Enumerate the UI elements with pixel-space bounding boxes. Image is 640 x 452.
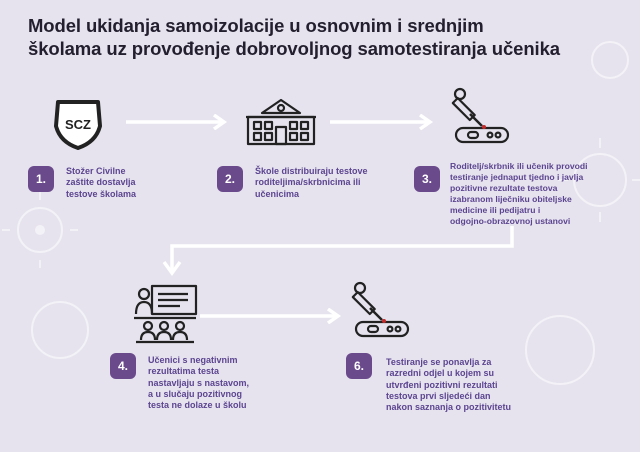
step-6-line: utvrđeni pozitivni rezultati xyxy=(386,379,498,390)
arrow-3-to-4 xyxy=(150,226,520,278)
step-number-1: 1. xyxy=(28,166,54,192)
step-number-4: 4. xyxy=(110,353,136,379)
arrow-1-to-2 xyxy=(126,114,232,130)
step-4-line: testa ne dolaze u školu xyxy=(148,400,247,411)
page-title xyxy=(28,14,618,60)
step-number-6: 6. xyxy=(346,353,372,379)
step-3-line: odgojno-obrazovnoj ustanovi xyxy=(450,216,571,226)
step-6-line: nakon saznanja o pozitivitetu xyxy=(386,402,512,413)
step-4-line: Učenici s negativnim xyxy=(148,355,238,365)
step-3-line: izabranom liječniku obiteljske xyxy=(450,194,572,204)
dropper-test-icon xyxy=(446,86,512,146)
step-6-line: razredni odjel u kojem su xyxy=(386,368,495,379)
step-2-line: Škole distribuiraju testove xyxy=(255,166,368,176)
step-number-3: 3. xyxy=(414,166,440,192)
step-number-2: 2. xyxy=(217,166,243,192)
arrow-4-to-6 xyxy=(200,308,346,324)
step-text-6 xyxy=(386,357,511,413)
title-line-2: školama uz provođenje dobrovoljnog samotestiranja učenika xyxy=(28,38,560,59)
step-1-line: Stožer Civilne xyxy=(66,166,126,176)
step-6-line: testova prvi sljedeći dan xyxy=(386,390,491,401)
school-building-icon xyxy=(244,97,318,147)
step-text-1 xyxy=(66,166,136,200)
step-6-line: Testiranje se ponavlja za xyxy=(386,357,492,367)
step-1-line: zaštite dostavlja xyxy=(66,177,136,188)
step-1-line: testove školama xyxy=(66,188,137,199)
step-4-line: rezultatima testa xyxy=(148,366,220,377)
badge-text: SCZ xyxy=(65,117,91,132)
step-3-line: testiranje jednaput tjedno i javlja xyxy=(450,172,584,182)
classroom-icon xyxy=(132,284,198,348)
step-text-3 xyxy=(450,161,588,227)
shield-badge-icon xyxy=(50,98,106,152)
step-2-line: učenicima xyxy=(255,188,300,199)
title-line-1: Model ukidanja samoizolacije u osnovnim i srednjim xyxy=(28,15,484,36)
step-text-2 xyxy=(255,166,368,200)
dropper-test-icon xyxy=(346,280,412,340)
step-3-line: medicine ili pedijatru i xyxy=(450,205,541,215)
step-2-line: roditeljima/skrbnicima ili xyxy=(255,177,361,188)
step-4-line: a u slučaju pozitivnog xyxy=(148,388,243,399)
arrow-2-to-3 xyxy=(330,114,438,130)
step-4-line: nastavljaju s nastavom, xyxy=(148,377,250,388)
step-3-line: Roditelj/skrbnik ili učenik provodi xyxy=(450,161,588,171)
step-3-line: pozitivne rezultate testova xyxy=(450,183,558,193)
step-text-4 xyxy=(148,355,249,411)
